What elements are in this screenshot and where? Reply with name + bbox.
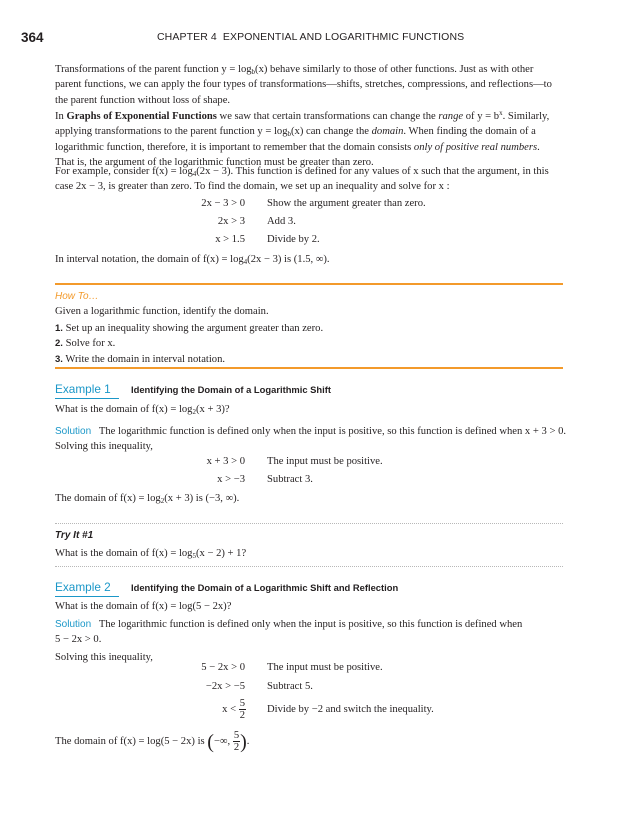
text: For example, consider f(x) = log xyxy=(55,166,193,177)
text: The domain of f(x) = log(5 − 2x) is xyxy=(55,735,208,747)
text: −∞, xyxy=(213,735,231,747)
text: 5 xyxy=(192,552,196,560)
chapter-header xyxy=(157,31,464,43)
page-number: 364 xyxy=(21,30,44,45)
example-1-conclusion xyxy=(55,491,563,506)
step-right: Show the argument greater than zero. xyxy=(267,198,426,209)
step-right: Add 3. xyxy=(267,216,296,227)
text: parent functions, we can apply the four types of transformations—shifts, stretches, compressions, and reflections—to xyxy=(55,79,552,91)
text: range xyxy=(438,111,464,122)
tryit-label: Try It #1 xyxy=(55,530,94,541)
list-item: 3. Write the domain in interval notation. xyxy=(55,353,226,365)
text: of y = b xyxy=(463,111,500,122)
text: logarithmic function, therefore, it is important to remember that the domain consists xyxy=(55,141,414,153)
step-right: Subtract 5. xyxy=(267,681,313,692)
step-left: 2x > 3 xyxy=(217,216,245,227)
intro-paragraph-1 xyxy=(55,62,563,108)
text: (x) behave similarly to those of other functions. Just as with other xyxy=(255,64,534,75)
step-right: Divide by 2. xyxy=(267,234,320,245)
text: (2x − 3). This function is defined for any values of x such that the argument, in this xyxy=(196,166,549,177)
intro-paragraph-4 xyxy=(55,252,563,267)
text: What is the domain of f(x) = log xyxy=(55,548,193,559)
example-1-label: Example 1 xyxy=(55,382,111,396)
intro-paragraph-3 xyxy=(55,164,563,195)
step-left: −2x > −5 xyxy=(205,681,245,692)
intro-paragraph-2 xyxy=(55,109,563,171)
howto-prompt xyxy=(55,304,563,319)
text: The logarithmic function is defined only when the input is positive, so this function is defined when x + 3 > 0. xyxy=(98,426,567,437)
text: applying transformations to the parent function y = log xyxy=(55,126,288,138)
text: In xyxy=(55,111,67,122)
example-2-conclusion: The domain of f(x) = log(5 − 2x) is (−∞, $\frac{5}{2}$ ). xyxy=(55,730,250,753)
list-item: 1. Set up an inequality showing the argument greater than zero. xyxy=(55,323,324,334)
chapter-title: EXPONENTIAL AND LOGARITHMIC FUNCTIONS xyxy=(222,31,465,43)
howto-label: How To… xyxy=(55,291,99,302)
tryit-bottom-rule xyxy=(55,566,563,567)
example-2-solution xyxy=(55,617,563,648)
solution-label: Solution xyxy=(55,426,92,437)
howto-list xyxy=(55,321,563,367)
example-2-title: Identifying the Domain of a Logarithmic Shift and Reflection xyxy=(131,582,399,593)
example-2-underline xyxy=(55,596,119,597)
text: case 2x − 3, is greater than zero. To find the domain, we set up an inequality and solve for x : xyxy=(55,181,450,193)
step-left: 2x − 3 > 0 xyxy=(201,198,245,209)
step-right: The input must be positive. xyxy=(267,456,383,467)
example-1-title: Identifying the Domain of a Logarithmic Shift xyxy=(131,384,332,395)
example-2-question xyxy=(55,599,563,614)
howto-top-rule xyxy=(55,283,563,285)
text: . When finding the domain of a xyxy=(403,126,536,138)
list-item: 2. Solve for x. xyxy=(55,338,116,350)
text: (x) can change the xyxy=(291,126,372,138)
text: x < xyxy=(222,703,237,715)
fraction: $\frac{5}{2}$ xyxy=(233,730,240,753)
text: we saw that certain transformations can change the xyxy=(216,111,439,122)
text: Solving this inequality, xyxy=(55,441,153,453)
text: 5 − 2x > 0. xyxy=(55,634,102,646)
text: (x − 2) + 1? xyxy=(195,548,247,559)
text: (x + 3)? xyxy=(195,404,230,415)
text: Transformations of the parent function y = log xyxy=(55,64,252,75)
step-right: The input must be positive. xyxy=(267,662,383,673)
example-1-solution xyxy=(55,424,567,455)
text: What is the domain of f(x) = log xyxy=(55,404,193,415)
text: Given a logarithmic function, identify the domain. xyxy=(55,306,269,317)
text: 2 xyxy=(160,497,165,505)
text: b xyxy=(251,68,256,76)
step-left: x > −3 xyxy=(217,474,245,485)
tryit-top-rule xyxy=(55,523,563,524)
text: The logarithmic function is defined only when the input is positive, so this function is defined when xyxy=(98,619,523,630)
step-left: 5 − 2x > 0 xyxy=(201,662,245,673)
text: 4 xyxy=(192,170,197,178)
text: . xyxy=(537,141,540,153)
text: What is the domain of f(x) = log(5 − 2x)? xyxy=(55,601,232,612)
tryit-question xyxy=(55,546,563,561)
text: only of positive real numbers xyxy=(413,141,538,153)
example-2-label: Example 2 xyxy=(55,580,111,594)
step-left xyxy=(196,698,246,721)
text: That is, the argument of the logarithmic function must be greater than zero. xyxy=(55,157,374,169)
step-right: Divide by −2 and switch the inequality. xyxy=(267,704,434,715)
text: 4 xyxy=(243,258,248,266)
text: In interval notation, the domain of f(x) = log xyxy=(55,254,244,265)
chapter-label: CHAPTER 4 xyxy=(157,31,217,43)
text: 2 xyxy=(192,408,196,416)
step-left: x > 1.5 xyxy=(215,234,245,245)
text: (2x − 3) is (1.5, ∞). xyxy=(247,254,330,265)
text: The domain of f(x) = log xyxy=(55,493,161,504)
text: b xyxy=(287,130,292,139)
fraction: $\frac{5}{2}$ xyxy=(239,698,245,721)
text: (x + 3) is (−3, ∞). xyxy=(164,493,240,504)
text: x xyxy=(499,109,503,117)
link-text: Graphs of Exponential Functions xyxy=(66,111,217,122)
step-right: Subtract 3. xyxy=(267,474,313,485)
howto-bottom-rule xyxy=(55,367,563,369)
example-1-question xyxy=(55,402,563,417)
example-1-underline xyxy=(55,398,119,399)
step-left: x + 3 > 0 xyxy=(206,456,245,467)
text: . Similarly, xyxy=(502,111,550,122)
text: the parent function without loss of shape. xyxy=(55,94,231,106)
text: Solving this inequality, xyxy=(55,652,153,663)
text: domain xyxy=(371,126,404,138)
solution-label: Solution xyxy=(55,619,92,630)
